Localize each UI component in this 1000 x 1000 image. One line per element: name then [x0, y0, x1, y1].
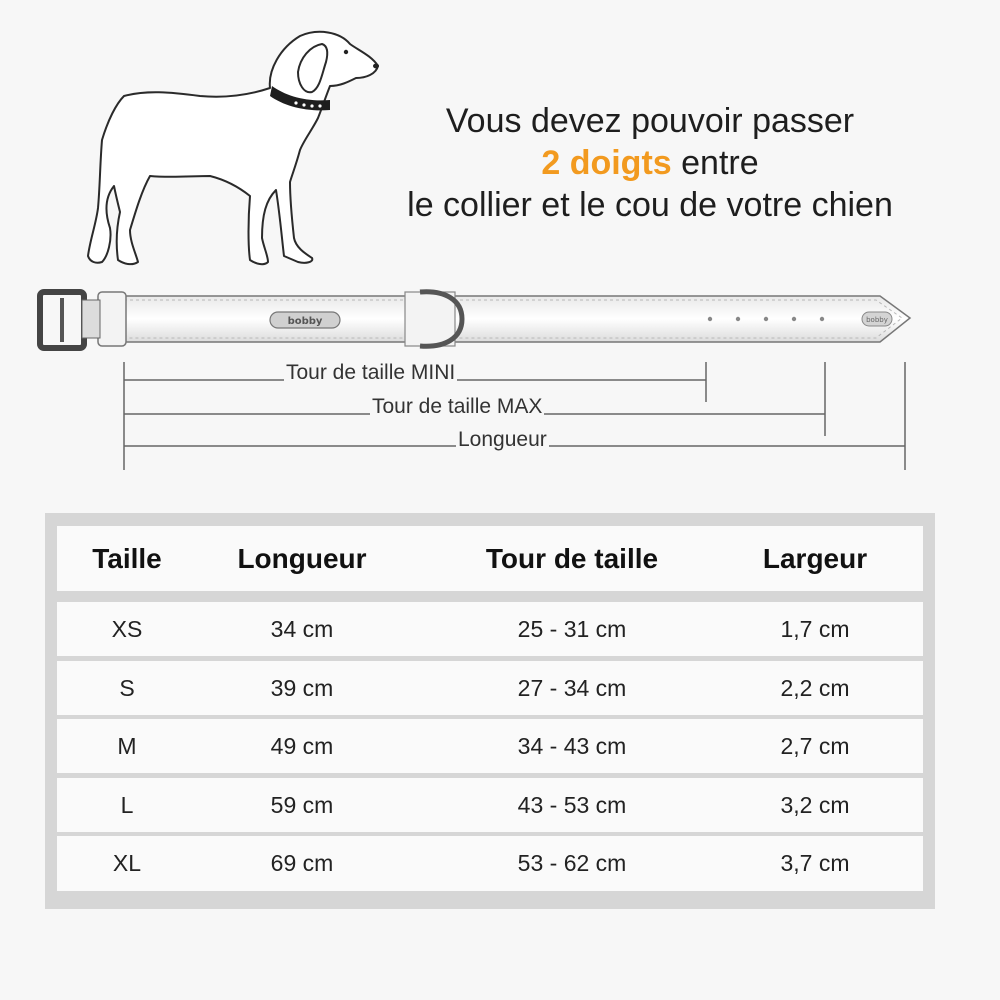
length-cell: 34 cm	[270, 615, 334, 642]
size-cell: S	[119, 674, 135, 701]
neck-size-cell: 25 - 31 cm	[517, 615, 627, 642]
length-cell: 39 cm	[270, 674, 334, 701]
width-cell: 2,7 cm	[780, 732, 850, 759]
width-cell: 1,7 cm	[780, 615, 850, 642]
headline-line-1: Vous devez pouvoir passer	[445, 102, 855, 140]
length-label: Longueur	[458, 428, 547, 451]
collar-nameplate-text: bobby	[287, 316, 323, 327]
header-neck-size: Tour de taille	[485, 542, 659, 574]
collar-illustration	[30, 280, 930, 360]
width-cell: 2,2 cm	[780, 674, 850, 701]
collar-tip-text: bobby	[866, 316, 888, 324]
table-row	[57, 602, 923, 656]
table-row	[57, 778, 923, 832]
table-header-row	[57, 526, 923, 591]
size-cell: L	[120, 791, 134, 818]
length-cell: 69 cm	[270, 850, 334, 876]
header-size: Taille	[92, 542, 162, 574]
headline-line-3: le collier et le cou de votre chien	[407, 186, 893, 224]
table-row	[57, 836, 923, 891]
header-length: Longueur	[237, 542, 367, 574]
size-cell: XS	[111, 615, 143, 642]
neck-size-cell: 34 - 43 cm	[517, 732, 627, 759]
neck-size-cell: 27 - 34 cm	[517, 674, 627, 701]
neck-size-cell: 43 - 53 cm	[517, 791, 627, 818]
length-cell: 59 cm	[270, 791, 334, 818]
width-cell: 3,7 cm	[780, 850, 850, 876]
length-cell: 49 cm	[270, 732, 334, 759]
size-table	[45, 513, 935, 909]
header-width: Largeur	[762, 542, 868, 574]
max-label: Tour de taille MAX	[372, 395, 543, 418]
size-cell: M	[117, 732, 137, 759]
fit-instruction	[300, 100, 1000, 226]
neck-size-cell: 53 - 62 cm	[517, 850, 627, 876]
size-cell: XL	[112, 850, 142, 876]
width-cell: 3,2 cm	[780, 791, 850, 818]
headline-line-2-rest: entre	[671, 144, 759, 182]
table-row	[57, 661, 923, 715]
headline-line-2	[300, 142, 1000, 184]
headline-accent: 2 doigts	[541, 144, 672, 182]
mini-label: Tour de taille MINI	[286, 361, 456, 384]
table-row	[57, 719, 923, 773]
